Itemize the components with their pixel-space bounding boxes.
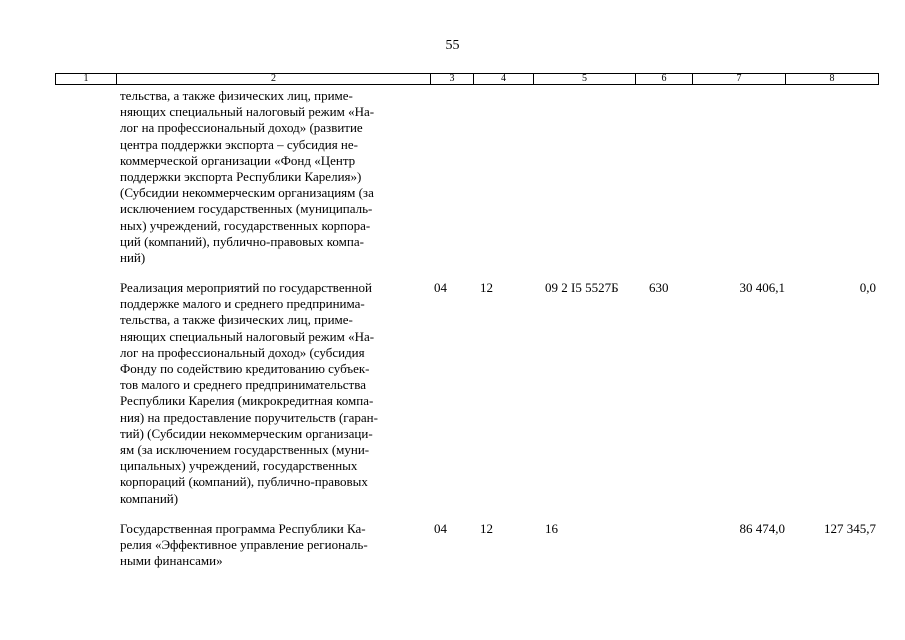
row-section-code: 04 [434, 280, 447, 295]
table-header-row [55, 73, 879, 85]
description-line: исключением государственных (муниципаль- [120, 201, 373, 217]
header-col-4: 4 [473, 74, 533, 84]
description-line: ных) учреждений, государственных корпора- [120, 217, 371, 233]
row-subsection-code: 12 [480, 280, 493, 295]
row-amount-1: 30 406,1 [739, 280, 785, 295]
description-line: (Субсидии некоммерческим организациям (за [120, 185, 374, 201]
row-description [120, 88, 374, 266]
header-col-8: 8 [785, 74, 878, 84]
description-line: Реализация мероприятий по государственной [120, 280, 372, 295]
description-line: тельства, а также физических лиц, приме- [120, 312, 353, 328]
description-line: релия «Эффективное управление региональ- [120, 537, 368, 553]
description-line: няющих специальный налоговый режим «На- [120, 328, 375, 344]
page-number: 55 [445, 38, 460, 53]
header-col-2: 2 [116, 74, 430, 84]
row-amount-2: 127 345,7 [824, 521, 876, 536]
row-amount-2: 0,0 [859, 280, 876, 295]
description-line: лог на профессиональный доход» (развитие [120, 120, 363, 136]
description-line: компаний) [120, 490, 179, 506]
row-expense-type: 630 [649, 280, 669, 295]
description-line: поддержке малого и среднего предпринима- [120, 296, 365, 312]
description-line: лог на профессиональный доход» (субсидия [120, 344, 365, 360]
header-col-7: 7 [692, 74, 785, 84]
header-col-3: 3 [430, 74, 473, 84]
row-target-article: 16 [545, 521, 558, 536]
description-line: коммерческой организации «Фонд «Центр [120, 152, 356, 168]
description-line: ными финансами» [120, 553, 223, 569]
description-line: ния) на предоставление поручительств (гаран- [120, 409, 378, 425]
header-col-5: 5 [533, 74, 635, 84]
description-line: тов малого и среднего предпринимательства [120, 377, 366, 393]
description-line: ям (за исключением государственных (муни- [120, 442, 370, 458]
row-amount-1: 86 474,0 [739, 521, 785, 536]
header-col-1: 1 [83, 73, 89, 84]
description-line: центра поддержки экспорта – субсидия не- [120, 136, 358, 152]
description-line: ципальных) учреждений, государственных [120, 458, 358, 474]
description-line: поддержки экспорта Республики Карелия») [120, 169, 362, 185]
description-line: ний) [120, 250, 146, 266]
description-line: Государственная программа Республики Ка- [120, 521, 366, 536]
description-line: ций (компаний), публично-правовых компа- [120, 233, 364, 249]
description-line: тельства, а также физических лиц, приме- [120, 88, 353, 103]
row-target-article: 09 2 I5 5527Б [545, 280, 619, 295]
description-line: Республики Карелия (микрокредитная компа- [120, 393, 374, 409]
row-subsection-code: 12 [480, 521, 493, 536]
description-line: няющих специальный налоговый режим «На- [120, 104, 375, 120]
description-line: тий) (Субсидии некоммерческим организаци- [120, 425, 373, 441]
row-section-code: 04 [434, 521, 447, 536]
description-line: корпораций (компаний), публично-правовых [120, 474, 368, 490]
row-description [120, 280, 378, 507]
description-line: Фонду по содействию кредитованию субъек- [120, 361, 370, 377]
header-col-6: 6 [635, 74, 692, 84]
row-description [120, 521, 368, 570]
